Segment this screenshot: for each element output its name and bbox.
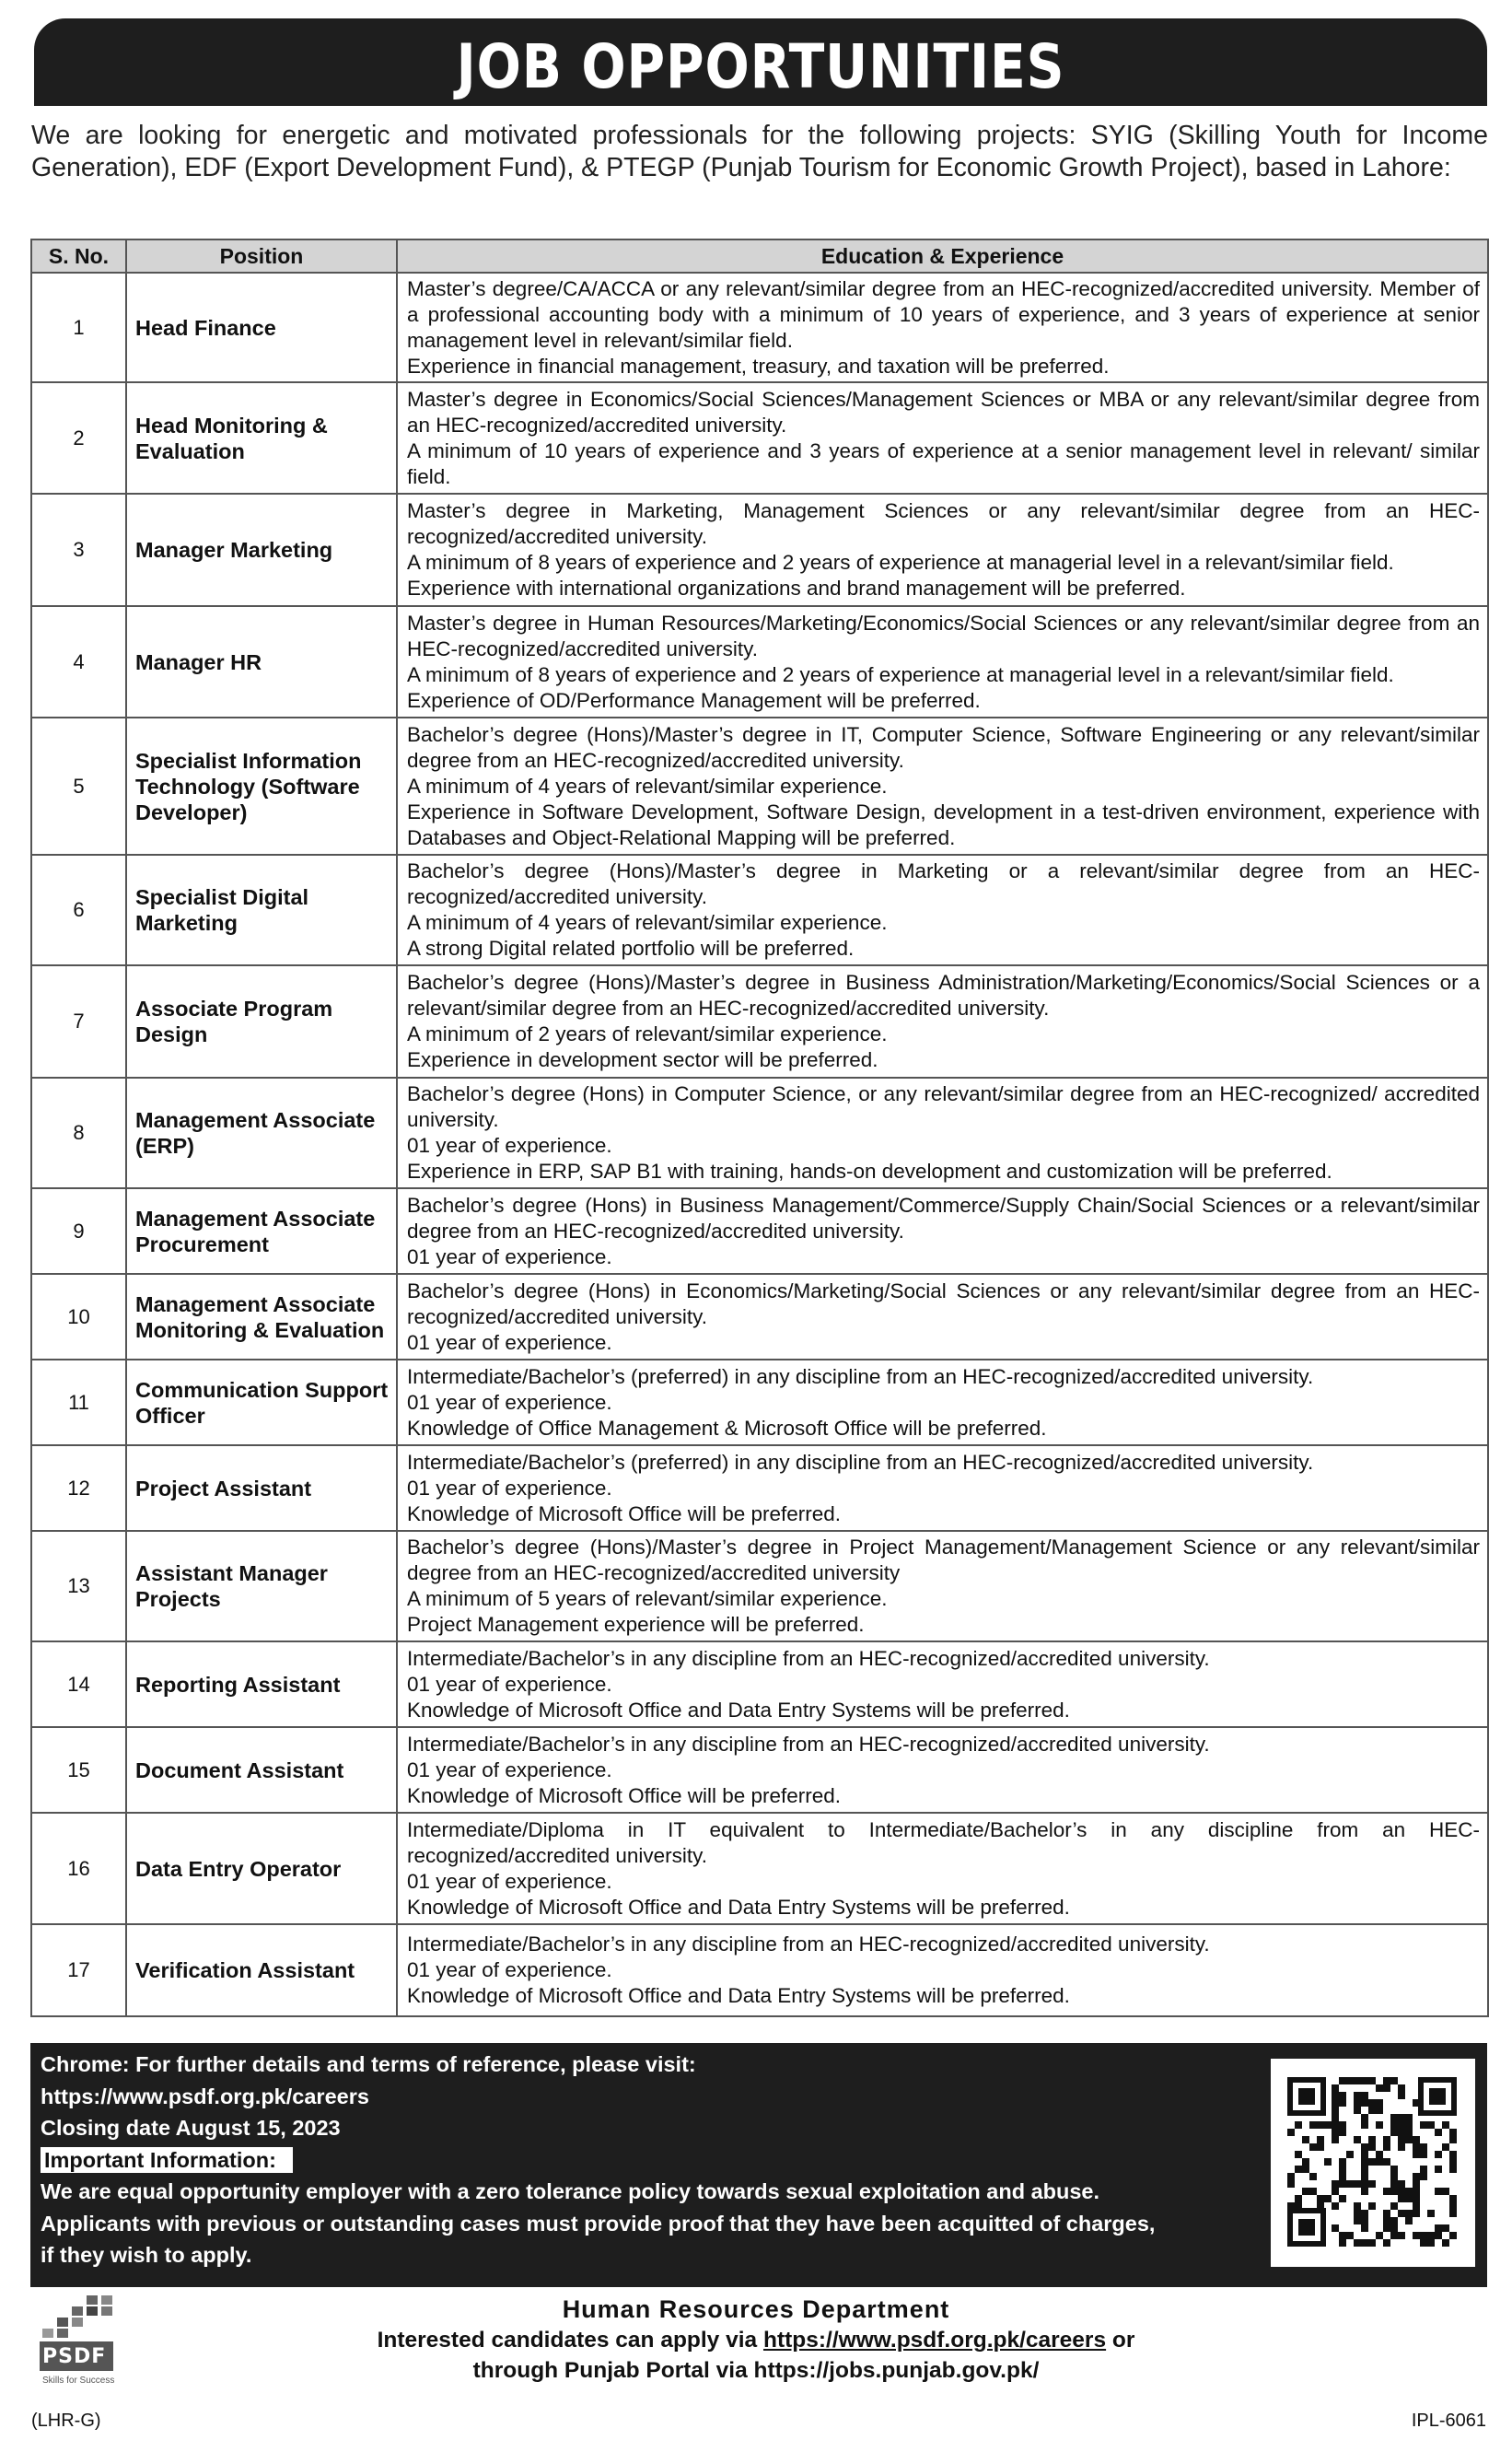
row-number: 14 (31, 1641, 126, 1727)
requirement-line: Knowledge of Microsoft Office and Data Entry Systems will be preferred. (407, 1698, 1070, 1722)
requirements-cell (397, 1641, 1488, 1727)
requirement-line: Experience in development sector will be preferred. (407, 1048, 878, 1071)
row-number: 11 (31, 1360, 126, 1445)
requirements-cell (397, 718, 1488, 855)
requirements-cell (397, 1274, 1488, 1360)
requirement-line: 01 year of experience. (407, 1476, 612, 1500)
region-code: (LHR-G) (31, 2411, 101, 2431)
position-title: Verification Assistant (126, 1924, 397, 2016)
apply-link[interactable]: https://www.psdf.org.pk/careers (762, 2328, 1107, 2353)
header-sno: S. No. (31, 239, 126, 273)
requirements-cell (397, 1727, 1488, 1813)
requirements-cell (397, 1188, 1488, 1274)
requirement-line: Intermediate/Bachelor’s in any discipline from an HEC-recognized/accredited university. (407, 1932, 1210, 1956)
requirement-line: Experience with international organizations and brand management will be preferred. (407, 577, 1186, 600)
requirement-line: Bachelor’s degree (Hons)/Master’s degree in Marketing or a relevant/similar degree from an HEC-recognized/accredited university. (407, 859, 1480, 908)
row-number: 2 (31, 382, 126, 494)
requirements-cell (397, 1445, 1488, 1531)
requirement-line: Knowledge of Microsoft Office and Data Entry Systems will be preferred. (407, 1984, 1070, 2007)
requirement-line: Bachelor’s degree (Hons)/Master’s degree in Project Management/Management Science or any relevant/similar degree from an HEC-recognized/accredited university (407, 1535, 1480, 1584)
table-row (31, 273, 1488, 382)
requirement-line: Bachelor’s degree (Hons) in Business Management/Commerce/Supply Chain/Social Sciences or a relevant/similar degree from an HEC-recognized/accredited university. (407, 1193, 1480, 1243)
requirement-line: Master’s degree/CA/ACCA or any relevant/similar degree from an HEC-recognized/accredited university. Member of a professional accounting body with a minimum of 10 years of experience, and 3 years of experience at senior management level in relevant/similar field. (407, 276, 1480, 352)
requirement-line: Master’s degree in Economics/Social Sciences/Management Sciences or MBA or any relevant/similar degree from an HEC-recognized/accredited university. (407, 387, 1480, 437)
table-row (31, 1727, 1488, 1813)
row-number: 16 (31, 1813, 126, 1924)
requirement-line: 01 year of experience. (407, 1672, 612, 1696)
requirement-line: Intermediate/Bachelor’s in any discipline from an HEC-recognized/accredited university. (407, 1646, 1210, 1670)
requirement-line: A minimum of 8 years of experience and 2 years of experience at managerial level in a relevant/similar field. (407, 551, 1394, 574)
requirement-line: Bachelor’s degree (Hons)/Master’s degree in Business Administration/Marketing/Economics/Social Sciences or a relevant/similar degree from an HEC-recognized/accredited university. (407, 971, 1480, 1020)
requirement-line: A minimum of 4 years of relevant/similar experience. (407, 911, 888, 934)
requirement-line: Experience in ERP, SAP B1 with training, hands-on development and customization will be preferred. (407, 1160, 1332, 1183)
row-number: 4 (31, 606, 126, 718)
requirements-cell (397, 965, 1488, 1078)
requirements-cell (397, 1531, 1488, 1641)
applicants-text-2: if they wish to apply. (41, 2243, 252, 2267)
intro-paragraph: We are looking for energetic and motivated professionals for the following projects: SYIG (Skilling Youth for Income Generation), EDF (Export Development Fund), & PTEGP (Punjab Tourism for Economic Growth Project), based in Lahore: (31, 121, 1488, 182)
position-title: Associate Program Design (126, 965, 397, 1078)
logo-text: PSDF (42, 2345, 107, 2368)
header-banner (34, 18, 1487, 106)
requirement-line: Intermediate/Diploma in IT equivalent to Intermediate/Bachelor’s in any discipline from an HEC-recognized/accredited university. (407, 1817, 1480, 1867)
requirement-line: A strong Digital related portfolio will be preferred. (407, 937, 855, 960)
requirement-line: A minimum of 5 years of relevant/similar experience. (407, 1587, 888, 1610)
row-number: 5 (31, 718, 126, 855)
row-number: 1 (31, 273, 126, 382)
table-row (31, 965, 1488, 1078)
requirement-line: Experience of OD/Performance Management will be preferred. (407, 688, 981, 712)
page-title: JOB OPPORTUNITIES (456, 31, 1065, 102)
requirement-line: 01 year of experience. (407, 1330, 612, 1354)
apply-prefix: Interested candidates can apply via (377, 2328, 758, 2353)
requirement-line: 01 year of experience. (407, 1244, 612, 1268)
requirement-line: Intermediate/Bachelor’s (preferred) in any discipline from an HEC-recognized/accredited university. (407, 1450, 1314, 1474)
requirement-line: Knowledge of Microsoft Office and Data Entry Systems will be preferred. (407, 1895, 1070, 1919)
row-number: 8 (31, 1078, 126, 1188)
position-title: Head Finance (126, 273, 397, 382)
requirements-cell (397, 382, 1488, 494)
row-number: 12 (31, 1445, 126, 1531)
position-title: Specialist Digital Marketing (126, 855, 397, 965)
row-number: 17 (31, 1924, 126, 2016)
table-row (31, 1445, 1488, 1531)
row-number: 7 (31, 965, 126, 1078)
table-row (31, 494, 1488, 606)
apply-suffix: or (1111, 2328, 1135, 2353)
ad-code: IPL-6061 (1411, 2411, 1486, 2431)
requirement-line: 01 year of experience. (407, 1390, 612, 1414)
position-title: Document Assistant (126, 1727, 397, 1813)
header-position: Position (126, 239, 397, 273)
requirement-line: 01 year of experience. (407, 1757, 612, 1781)
header-education: Education & Experience (397, 239, 1488, 273)
requirements-cell (397, 1360, 1488, 1445)
requirement-line: 01 year of experience. (407, 1958, 612, 1981)
row-number: 10 (31, 1274, 126, 1360)
table-row (31, 1078, 1488, 1188)
position-title: Specialist Information Technology (Software Developer) (126, 718, 397, 855)
table-row (31, 1813, 1488, 1924)
requirement-line: Intermediate/Bachelor’s in any discipline from an HEC-recognized/accredited university. (407, 1732, 1210, 1756)
position-title: Communication Support Officer (126, 1360, 397, 1445)
requirement-line: A minimum of 10 years of experience and 3 years of experience at a senior management level in relevant/ similar field. (407, 438, 1480, 488)
requirement-line: 01 year of experience. (407, 1869, 612, 1893)
row-number: 9 (31, 1188, 126, 1274)
requirements-cell (397, 1924, 1488, 2016)
requirement-line: Intermediate/Bachelor’s (preferred) in any discipline from an HEC-recognized/accredited university. (407, 1364, 1314, 1388)
hr-contact-block (0, 2294, 1512, 2386)
table-row (31, 1531, 1488, 1641)
requirement-line: A minimum of 4 years of relevant/similar experience. (407, 774, 888, 798)
applicants-text: Applicants with previous or outstanding cases must provide proof that they have been acquitted of charges, (41, 2211, 1156, 2236)
requirement-line: Experience in Software Development, Software Design, development in a test-driven environment, experience with Databases and Object-Relational Mapping will be preferred. (407, 800, 1480, 849)
qr-code-icon[interactable] (1271, 2059, 1475, 2267)
requirement-line: Bachelor’s degree (Hons)/Master’s degree in IT, Computer Science, Software Engineering or any relevant/similar degree from an HEC-recognized/accredited university. (407, 722, 1480, 772)
table-row (31, 1188, 1488, 1274)
table-row (31, 1641, 1488, 1727)
requirement-line: Experience in financial management, treasury, and taxation will be preferred. (407, 354, 1110, 378)
requirement-line: 01 year of experience. (407, 1134, 612, 1157)
jobs-table (30, 239, 1489, 2017)
requirement-line: Knowledge of Microsoft Office will be preferred. (407, 1501, 842, 1525)
careers-link[interactable]: https://www.psdf.org.pk/careers (41, 2084, 369, 2108)
requirement-line: A minimum of 8 years of experience and 2 years of experience at managerial level in a relevant/similar field. (407, 662, 1394, 686)
position-title: Management Associate Procurement (126, 1188, 397, 1274)
table-row (31, 718, 1488, 855)
requirements-cell (397, 273, 1488, 382)
position-title: Manager Marketing (126, 494, 397, 606)
requirement-line: Bachelor’s degree (Hons) in Computer Science, or any relevant/similar degree from an HEC-recognized/ accredited university. (407, 1082, 1480, 1131)
requirements-cell (397, 1813, 1488, 1924)
position-title: Reporting Assistant (126, 1641, 397, 1727)
policy-text: We are equal opportunity employer with a zero tolerance policy towards sexual exploitation and abuse. (41, 2179, 1100, 2203)
position-title: Management Associate Monitoring & Evaluation (126, 1274, 397, 1360)
requirements-cell (397, 1078, 1488, 1188)
details-text: Chrome: For further details and terms of reference, please visit: (41, 2052, 696, 2076)
table-row (31, 1360, 1488, 1445)
row-number: 6 (31, 855, 126, 965)
table-row (31, 606, 1488, 718)
requirement-line: Master’s degree in Marketing, Management Sciences or any relevant/similar degree from an HEC-recognized/accredited university. (407, 499, 1480, 548)
portal-line[interactable]: through Punjab Portal via https://jobs.punjab.gov.pk/ (472, 2358, 1040, 2383)
table-row (31, 855, 1488, 965)
closing-date: Closing date August 15, 2023 (41, 2116, 341, 2140)
requirements-cell (397, 494, 1488, 606)
position-title: Project Assistant (126, 1445, 397, 1531)
requirement-line: Knowledge of Office Management & Microsoft Office will be preferred. (407, 1416, 1047, 1440)
requirement-line: Master’s degree in Human Resources/Marketing/Economics/Social Sciences or any relevant/similar degree from an HEC-recognized/accredited university. (407, 611, 1480, 660)
position-title: Manager HR (126, 606, 397, 718)
row-number: 13 (31, 1531, 126, 1641)
footer-info-box (30, 2043, 1487, 2287)
table-body (31, 273, 1488, 2016)
position-title: Head Monitoring & Evaluation (126, 382, 397, 494)
row-number: 15 (31, 1727, 126, 1813)
row-number: 3 (31, 494, 126, 606)
requirements-cell (397, 855, 1488, 965)
requirements-cell (397, 606, 1488, 718)
table-header-row (31, 239, 1488, 273)
requirement-line: Knowledge of Microsoft Office will be preferred. (407, 1783, 842, 1807)
table-row (31, 1924, 1488, 2016)
hr-title: Human Resources Department (562, 2295, 950, 2323)
important-info-label: Important Information: (41, 2147, 293, 2173)
requirement-line: Bachelor’s degree (Hons) in Economics/Marketing/Social Sciences or any relevant/similar degree from an HEC-recognized/accredited university. (407, 1279, 1480, 1328)
table-row (31, 382, 1488, 494)
requirement-line: A minimum of 2 years of relevant/similar experience. (407, 1022, 888, 1045)
table-row (31, 1274, 1488, 1360)
position-title: Management Associate (ERP) (126, 1078, 397, 1188)
requirement-line: Project Management experience will be preferred. (407, 1613, 865, 1636)
position-title: Assistant Manager Projects (126, 1531, 397, 1641)
position-title: Data Entry Operator (126, 1813, 397, 1924)
logo-tagline: Skills for Success (42, 2376, 115, 2386)
